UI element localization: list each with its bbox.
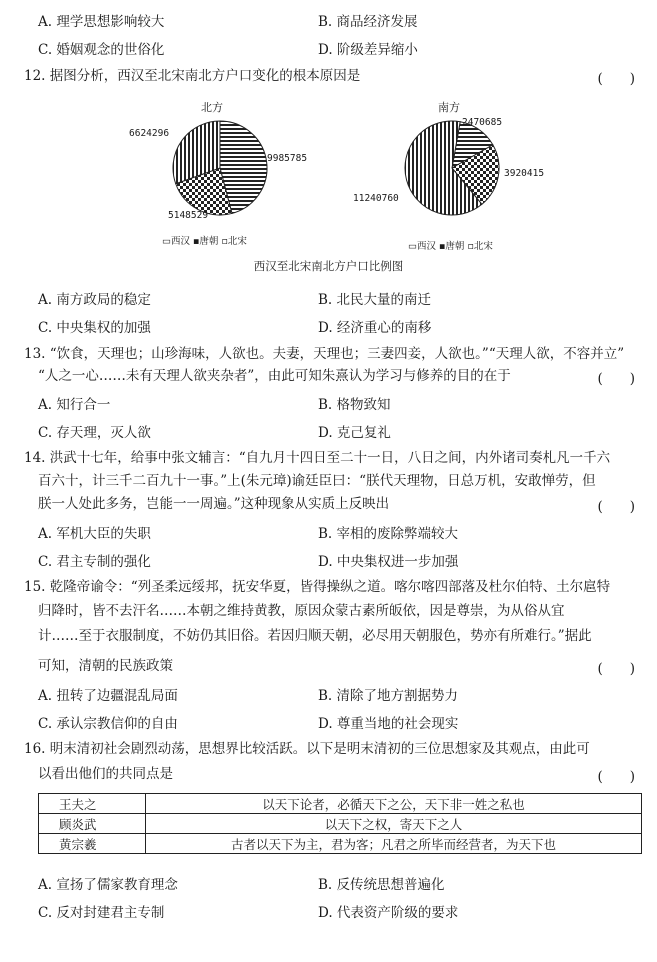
q11-option-a: A. 理学思想影响较大 xyxy=(38,14,165,30)
north-legend: ▭西汉 ▪唐朝 ▫北宋 xyxy=(162,236,247,247)
q16-option-a: A. 宣扬了儒家教育理念 xyxy=(38,877,178,893)
q15-option-d: D. 尊重当地的社会现实 xyxy=(318,716,459,732)
north-label-xihan: 9985785 xyxy=(267,153,308,164)
chart-caption: 西汉至北宋南北方户口比例图 xyxy=(253,259,404,273)
q16-option-d: D. 代表资产阶级的要求 xyxy=(318,905,459,921)
q16-stem-line1: 16. 明末清初社会剧烈动荡，思想界比较活跃。以下是明末清初的三位思想家及其观点，由此可 xyxy=(24,741,590,757)
south-label-beisong: 11240760 xyxy=(353,193,399,204)
q15-stem-line3: 计……至于衣服制度，不妨仍其旧俗。若因归顺天朝，必尽用天朝服色，势亦有所难行。”据此 xyxy=(38,628,592,644)
q12-stem: 12. 据图分析，西汉至北宋南北方户口变化的根本原因是 xyxy=(24,68,361,84)
north-label-beisong: 6624296 xyxy=(129,128,170,139)
q13-stem-line1: 13. “饮食，天理也；山珍海味，人欲也。夫妻，天理也；三妻四妾，人欲也。”“天理人欲，不容并立” xyxy=(24,346,625,362)
pie-north xyxy=(173,121,267,215)
q14-option-c: C. 君主专制的强化 xyxy=(38,554,151,570)
pie-south xyxy=(405,121,499,215)
q13-option-c: C. 存天理，灭人欲 xyxy=(38,425,151,441)
q15-stem-line2: 归降时，皆不去汗名……本朝之维持黄教，原因众蒙古素所皈依，因是尊崇，为从俗从宜 xyxy=(38,603,565,619)
q16-answer-paren: ( ) xyxy=(597,769,635,785)
thinker-name: 王夫之 xyxy=(39,794,146,814)
q14-answer-paren: ( ) xyxy=(597,499,635,515)
q13-option-b: B. 格物致知 xyxy=(318,397,391,413)
q13-option-a: A. 知行合一 xyxy=(38,397,111,413)
q12-option-c: C. 中央集权的加强 xyxy=(38,320,151,336)
q14-option-b: B. 宰相的废除弊端较大 xyxy=(318,526,459,542)
thinkers-table xyxy=(38,793,642,854)
pie-charts-svg xyxy=(0,0,657,260)
north-chart-title: 北方 xyxy=(201,101,223,114)
q12-option-a: A. 南方政局的稳定 xyxy=(38,292,151,308)
q11-option-d: D. 阶级差异缩小 xyxy=(318,42,418,58)
q14-stem-line2: 百六十，计三千二百九十一事。”上(朱元璋)谕廷臣曰：“朕代天理物，日总万机，安敢惮劳，但 xyxy=(38,473,596,489)
q16-stem-line2: 以看出他们的共同点是 xyxy=(38,766,173,782)
q15-answer-paren: ( ) xyxy=(597,661,635,677)
q11-option-b: B. 商品经济发展 xyxy=(318,14,418,30)
q12-option-d: D. 经济重心的南移 xyxy=(318,320,432,336)
thinker-name: 黄宗羲 xyxy=(39,834,146,854)
north-label-tang: 5148529 xyxy=(168,210,209,221)
q13-option-d: D. 克己复礼 xyxy=(318,425,391,441)
q14-stem-line1: 14. 洪武十七年，给事中张文辅言：“自九月十四日至二十一日，八日之间，内外诸司奏札凡一千六 xyxy=(24,450,611,466)
thinker-name: 顾炎武 xyxy=(39,814,146,834)
table-row xyxy=(39,814,642,834)
q15-option-b: B. 清除了地方割据势力 xyxy=(318,688,459,704)
thinker-view: 以天下之权，寄天下之人 xyxy=(146,814,642,834)
q15-stem-line4: 可知，清朝的民族政策 xyxy=(38,658,173,674)
q11-option-c: C. 婚姻观念的世俗化 xyxy=(38,42,165,58)
q15-option-a: A. 扭转了边疆混乱局面 xyxy=(38,688,178,704)
q14-stem-line3: 朕一人处此多务，岂能一一周遍。”这种现象从实质上反映出 xyxy=(38,496,390,512)
south-label-xihan: 2470685 xyxy=(462,117,503,128)
q12-option-b: B. 北民大量的南迁 xyxy=(318,292,432,308)
thinker-view: 以天下论者，必循天下之公，天下非一姓之私也 xyxy=(146,794,642,814)
table-row xyxy=(39,794,642,814)
q15-option-c: C. 承认宗教信仰的自由 xyxy=(38,716,178,732)
q16-option-b: B. 反传统思想普遍化 xyxy=(318,877,445,893)
q14-option-a: A. 军机大臣的失职 xyxy=(38,526,151,542)
q12-answer-paren: ( ) xyxy=(597,71,635,87)
table-row xyxy=(39,834,642,854)
thinker-view: 古者以天下为主，君为客；凡君之所毕而经营者，为天下也 xyxy=(146,834,642,854)
q13-stem-line2: “人之一心……未有天理人欲夹杂者”，由此可知朱熹认为学习与修养的目的在于 xyxy=(38,368,511,384)
south-label-tang: 3920415 xyxy=(504,168,545,179)
q14-option-d: D. 中央集权进一步加强 xyxy=(318,554,459,570)
q13-answer-paren: ( ) xyxy=(597,371,635,387)
q15-stem-line1: 15. 乾隆帝谕令：“列圣柔远绥邦，抚安华夏，皆得操纵之道。喀尔喀四部落及杜尔伯特、土尔扈特 xyxy=(24,579,611,595)
south-legend: ▭西汉 ▪唐朝 ▫北宋 xyxy=(408,241,493,252)
q16-option-c: C. 反对封建君主专制 xyxy=(38,905,165,921)
south-chart-title: 南方 xyxy=(438,101,460,114)
